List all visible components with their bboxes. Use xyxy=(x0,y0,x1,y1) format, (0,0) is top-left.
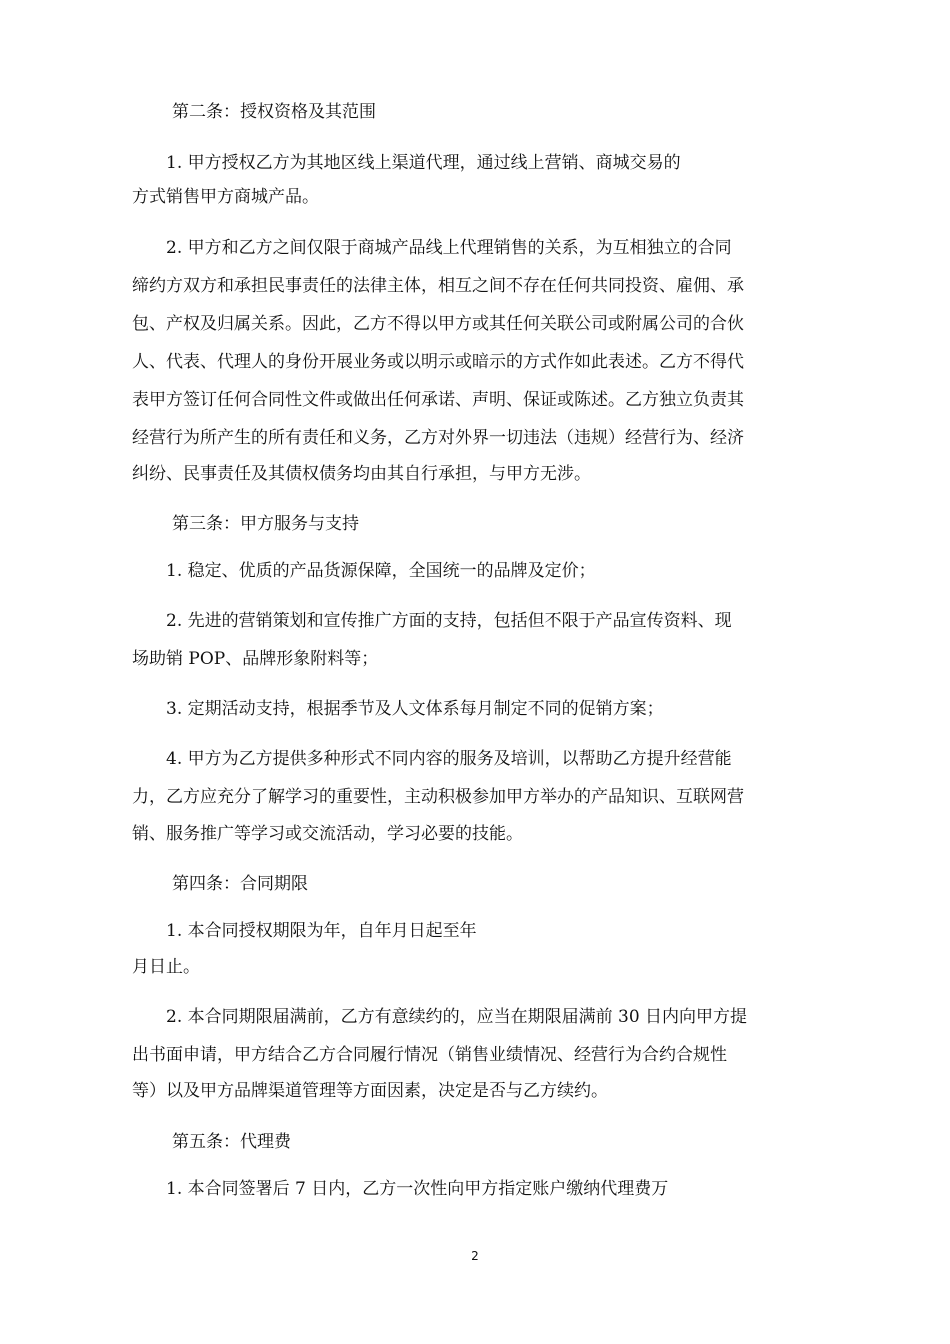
paragraph-line: 4. 甲方为乙方提供多种形式不同内容的服务及培训，以帮助乙方提升经营能 xyxy=(166,749,732,769)
paragraph-line: 3. 定期活动支持，根据季节及人文体系每月制定不同的促销方案； xyxy=(166,699,664,719)
paragraph-line: 1. 稳定、优质的产品货源保障，全国统一的品牌及定价； xyxy=(166,561,596,581)
paragraph-line: 方式销售甲方商城产品。 xyxy=(132,187,319,207)
paragraph-line: 人、代表、代理人的身份开展业务或以明示或暗示的方式作如此表述。乙方不得代 xyxy=(132,352,744,372)
section-heading-4: 第四条：合同期限 xyxy=(172,874,308,894)
paragraph-line: 1. 本合同签署后 7 日内，乙方一次性向甲方指定账户缴纳代理费万 xyxy=(166,1179,669,1199)
paragraph-line: 2. 甲方和乙方之间仅限于商城产品线上代理销售的关系，为互相独立的合同 xyxy=(166,238,732,258)
section-heading-3: 第三条：甲方服务与支持 xyxy=(172,514,359,534)
section-heading-2: 第二条：授权资格及其范围 xyxy=(172,102,376,122)
paragraph-line: 经营行为所产生的所有责任和义务，乙方对外界一切违法（违规）经营行为、经济 xyxy=(132,428,744,448)
paragraph-line: 2. 先进的营销策划和宣传推广方面的支持，包括但不限于产品宣传资料、现 xyxy=(166,611,732,631)
section-heading-5: 第五条：代理费 xyxy=(172,1132,291,1152)
paragraph-line: 力，乙方应充分了解学习的重要性，主动积极参加甲方举办的产品知识、互联网营 xyxy=(132,787,744,807)
paragraph-line: 纠纷、民事责任及其债权债务均由其自行承担，与甲方无涉。 xyxy=(132,464,591,484)
paragraph-line: 1. 甲方授权乙方为其地区线上渠道代理，通过线上营销、商城交易的 xyxy=(166,153,681,173)
page-number: 2 xyxy=(471,1249,479,1263)
paragraph-line: 缔约方双方和承担民事责任的法律主体，相互之间不存在任何共同投资、雇佣、承 xyxy=(132,276,744,296)
paragraph-line: 月日止。 xyxy=(132,957,200,977)
paragraph-line: 2. 本合同期限届满前，乙方有意续约的，应当在期限届满前 30 日内向甲方提 xyxy=(166,1007,748,1027)
paragraph-line: 表甲方签订任何合同性文件或做出任何承诺、声明、保证或陈述。乙方独立负责其 xyxy=(132,390,744,410)
paragraph-line: 1. 本合同授权期限为年，自年月日起至年 xyxy=(166,921,477,941)
paragraph-line: 场助销 POP、品牌形象附料等； xyxy=(132,649,379,669)
paragraph-line: 出书面申请，甲方结合乙方合同履行情况（销售业绩情况、经营行为合约合规性 xyxy=(132,1045,727,1065)
paragraph-line: 包、产权及归属关系。因此，乙方不得以甲方或其任何关联公司或附属公司的合伙 xyxy=(132,314,744,334)
paragraph-line: 销、服务推广等学习或交流活动，学习必要的技能。 xyxy=(132,824,523,844)
paragraph-line: 等）以及甲方品牌渠道管理等方面因素，决定是否与乙方续约。 xyxy=(132,1081,608,1101)
